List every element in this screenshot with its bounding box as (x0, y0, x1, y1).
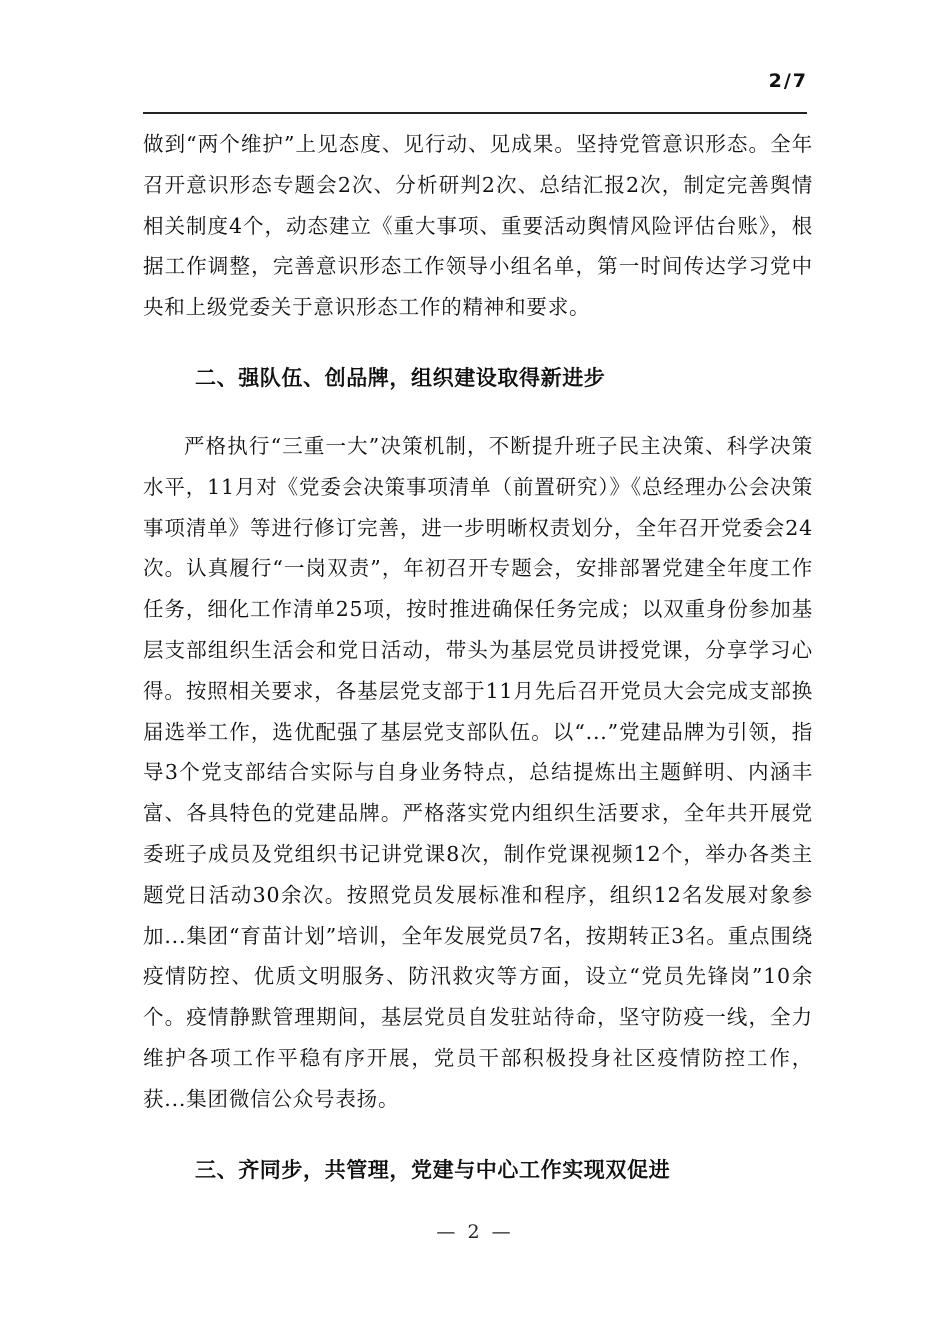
paragraph-section-2: 严格执行“三重一大”决策机制，不断提升班子民主决策、科学决策水平，11月对《党委会决策事项清单（前置研究）》《总经理办公会决策事项清单》等进行修订完善，进一步明晰权责划分，全年召开党委会24次。认真履行“一岗双责”，年初召开专题会，安排部署党建全年度工作任务，细化工作清单25项，按时推进确保任务完成；以双重身份参加基层支部组织生活会和党日活动，带头为基层党员讲授党课，分享学习心得。按照相关要求，各基层党支部于11月先后召开党员大会完成支部换届选举工作，选优配强了基层党支部队伍。以“...”党建品牌为引领，指导3个党支部结合实际与自身业务特点，总结提炼出主题鲜明、内涵丰富、各具特色的党建品牌。严格落实党内组织生活要求，全年共开展党委班子成员及党组织书记讲党课8次，制作党课视频12个，举办各类主题党日活动30余次。按照党员发展标准和程序，组织12名发展对象参加...集团“育苗计划”培训，全年发展党员7名，按期转正3名。重点围绕疫情防控、优质文明服务、防汛救灾等方面，设立“党员先锋岗”10余个。疫情静默管理期间，基层党员自发驻站待命，坚守防疫一线，全力维护各项工作平稳有序开展，党员干部积极投身社区疫情防控工作，获...集团微信公众号表扬。 (143, 433, 813, 1111)
section-heading-2: 二、强队伍、创品牌，组织建设取得新进步 (195, 365, 606, 390)
header-divider (143, 112, 807, 114)
document-body (143, 124, 813, 1190)
page-counter: 2/7 (768, 70, 808, 92)
footer-page-number: — 2 — (436, 1221, 514, 1243)
section-heading-3: 三、齐同步，共管理，党建与中心工作实现双促进 (195, 1157, 671, 1182)
paragraph-continued: 做到“两个维护”上见态度、见行动、见成果。坚持党管意识形态。全年召开意识形态专题会2次、分析研判2次、总结汇报2次，制定完善舆情相关制度4个，动态建立《重大事项、重要活动舆情风险评估台账》，根据工作调整，完善意识形态工作领导小组名单，第一时间传达学习党中央和上级党委关于意识形态工作的精神和要求。 (143, 132, 813, 320)
